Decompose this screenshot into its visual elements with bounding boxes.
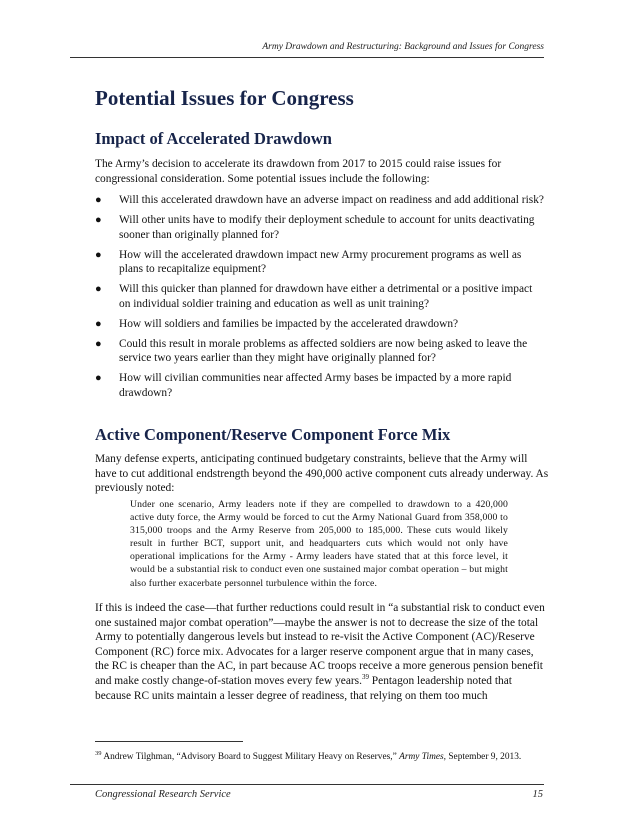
header-rule <box>70 57 544 58</box>
footer-rule <box>70 784 544 785</box>
block-quote: Under one scenario, Army leaders note if they are compelled to drawdown to a 420,000 active duty force, the Army would be forced to cut the Army National Guard from 358,000 to 315,000 troops and the Army Reserve from 205,000 to 185,000. These cuts would likely result in further BCT, support unit, and headquarters cuts which would not only have operational implications for the Army - Army leaders have stated that at this force level, it would be a substantial risk to conduct even one sustained major combat operation – but might also further exacerbate personnel turbulence within the force. <box>130 499 508 589</box>
intro-paragraph: The Army’s decision to accelerate its drawdown from 2017 to 2015 could raise issues for congressional consideration. Some potential issues include the following: <box>95 158 502 185</box>
force-mix-intro: Many defense experts, anticipating continued budgetary constraints, believe that the Army will have to cut additional endstrength beyond the 490,000 active component cuts already underway. As previously noted: <box>95 453 549 495</box>
subsection-title-force-mix: Active Component/Reserve Component Force Mix <box>95 425 451 444</box>
list-item: ● Could this result in morale problems as affected soldiers are now being asked to leave the service two years earlier than they might have originally planned for? <box>95 337 528 365</box>
bullet-icon: ● <box>95 337 102 350</box>
list-item: ● How will the accelerated drawdown impact new Army procurement programs as well as plans to recapitalize equipment? <box>95 248 522 276</box>
footnote-publication: Army Times, <box>399 752 446 763</box>
running-header: Army Drawdown and Restructuring: Background and Issues for Congress <box>262 42 544 52</box>
subsection-title-drawdown: Impact of Accelerated Drawdown <box>95 129 332 148</box>
footnote-rule <box>95 741 243 742</box>
issue-list <box>95 193 545 406</box>
footnote-reference[interactable]: 39 <box>361 673 369 682</box>
bullet-icon: ● <box>95 194 102 206</box>
section-title: Potential Issues for Congress <box>95 86 354 110</box>
list-item: ● Will this quicker than planned for drawdown have either a detrimental or a positive impact on individual soldier training and education as well as unit training? <box>95 283 533 310</box>
body-paragraph: If this is indeed the case—that further reductions could result in “a substantial risk to conduct even one sustained major combat operation”—maybe the answer is not to decrease the size of the total Army to potentially dangerous levels but instead to re-visit the Active Component (AC)/Reserve Component (RC) force mix. Advocates for a larger reserve component argue that in many cases, the RC is cheaper than the AC, in part because AC troops receive a more generous pension benefit and make costly change-of-station moves every few years.$^{39}$ Pentagon leadership noted that because RC units maintain a lesser degree of readiness, that relying on them too much <box>95 602 545 702</box>
bullet-icon: ● <box>95 372 102 385</box>
page-number: 15 <box>532 789 543 800</box>
footer-organization: Congressional Research Service <box>95 789 231 800</box>
list-item: ● Will this accelerated drawdown have an adverse impact on readiness and add additional risk? <box>95 194 544 206</box>
footnote-number: 39 <box>95 750 102 757</box>
bullet-icon: ● <box>95 317 102 330</box>
bullet-icon: ● <box>95 213 102 226</box>
list-item: ● How will civilian communities near affected Army bases be impacted by a more rapid drawdown? <box>95 372 512 399</box>
list-item: ● Will other units have to modify their deployment schedule to account for units deactivating sooner than originally planned for? <box>95 213 535 241</box>
footnote: $^{39}$ Andrew Tilghman, “Advisory Board to Suggest Military Heavy on Reserves,” Army Times, September 9, 2013. <box>95 750 522 763</box>
list-item: ● How will soldiers and families be impacted by the accelerated drawdown? <box>95 317 459 330</box>
bullet-icon: ● <box>95 248 102 261</box>
bullet-icon: ● <box>95 283 102 296</box>
